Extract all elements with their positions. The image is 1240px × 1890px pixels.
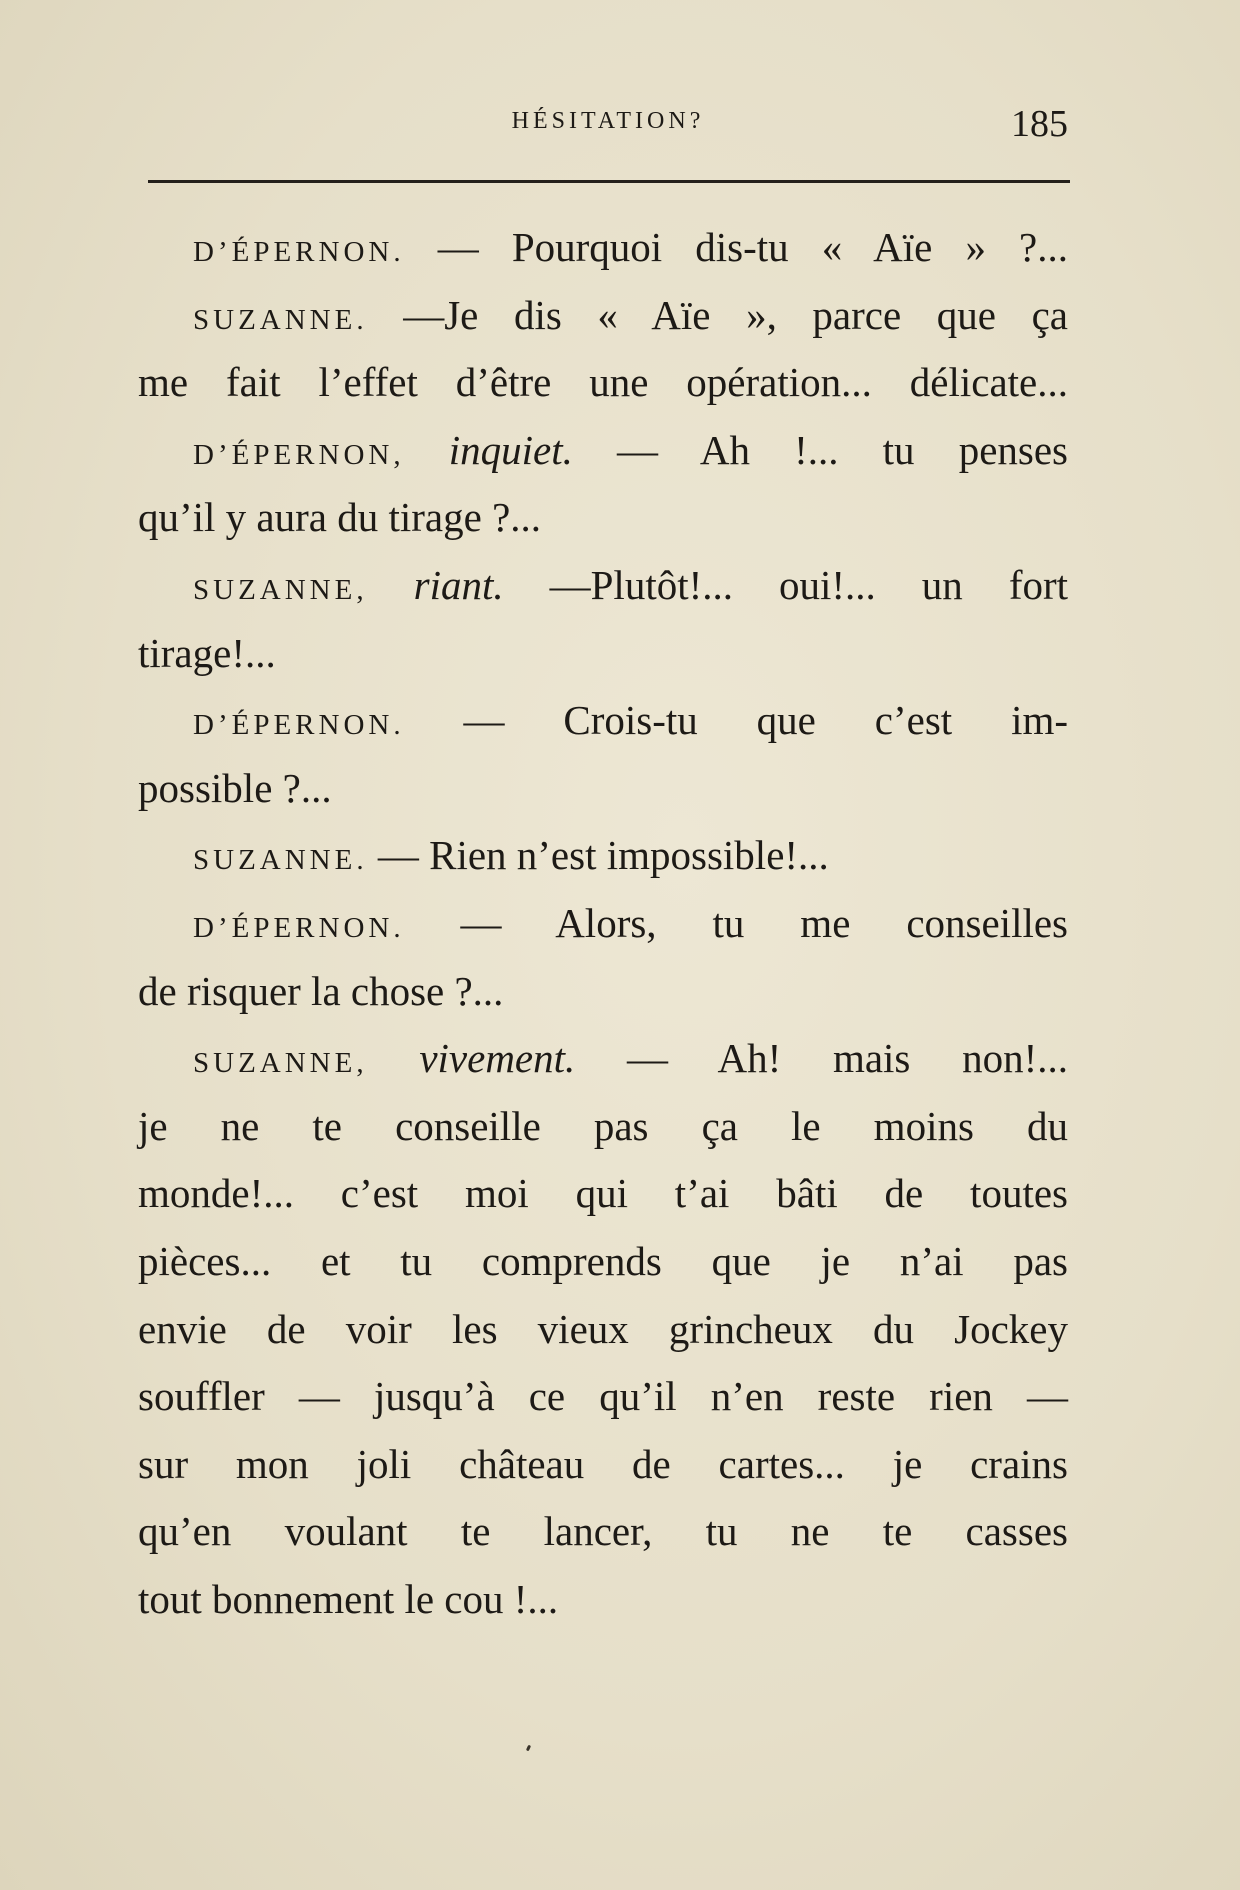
speech-text: — Crois-tu que c’est im- xyxy=(463,697,1069,744)
speaker-name: SUZANNE, xyxy=(193,1047,368,1080)
speech-line xyxy=(138,958,1068,1026)
stage-direction: vivement. xyxy=(419,1035,576,1082)
speech-line xyxy=(138,1296,1068,1364)
speaker-name: D’ÉPERNON. xyxy=(193,911,405,944)
speech-text: — Ah! mais non!... xyxy=(627,1035,1069,1082)
speaker-name: D’ÉPERNON. xyxy=(193,709,405,742)
speech-line xyxy=(138,349,1068,417)
speaker-name: D’ÉPERNON. xyxy=(193,236,405,268)
page-number: 185 xyxy=(1011,103,1068,145)
ink-speck xyxy=(526,1745,531,1752)
page-header xyxy=(148,103,1068,158)
speech-line xyxy=(138,552,1068,620)
speech-line xyxy=(138,417,1068,485)
speech-text: je ne te conseille pas ça le moins du xyxy=(138,1102,1068,1149)
dialogue-text xyxy=(138,214,1068,1633)
speech-line xyxy=(138,484,1068,552)
speech-line xyxy=(138,1363,1068,1431)
speech-text: me fait l’effet d’être une opération... délicate... xyxy=(138,359,1068,406)
speech-line xyxy=(138,755,1068,823)
speech-text: pièces... et tu comprends que je n’ai pas xyxy=(138,1237,1068,1284)
speech-line xyxy=(138,1025,1068,1093)
speech-line xyxy=(138,1093,1068,1161)
speech-line xyxy=(138,620,1068,688)
speech-line xyxy=(138,822,1068,890)
speech-line xyxy=(138,1498,1068,1566)
speech-text: possible ?... xyxy=(138,764,332,811)
speaker-name: SUZANNE. xyxy=(193,844,368,877)
speaker-name: SUZANNE. xyxy=(193,303,368,336)
speech-text: envie de voir les vieux grincheux du Jockey xyxy=(138,1305,1068,1352)
speech-line xyxy=(138,890,1068,958)
speech-text: —Plutôt!... oui!... un fort xyxy=(549,561,1069,608)
speech-text: de risquer la chose ?... xyxy=(138,967,504,1014)
speech-text: qu’il y aura du tirage ?... xyxy=(138,494,542,541)
speech-text: — Ah !... tu penses xyxy=(617,426,1068,473)
header-rule xyxy=(148,180,1070,183)
speech-text: — Rien n’est impossible!... xyxy=(377,832,829,879)
speech-text: — Pourquoi dis-tu « Aïe » ?... xyxy=(437,224,1069,270)
speech-line xyxy=(138,1566,1068,1634)
stage-direction: riant. xyxy=(413,561,504,608)
running-title: HÉSITATION? xyxy=(511,108,705,134)
speaker-name: D’ÉPERNON, xyxy=(193,438,405,471)
speech-line xyxy=(138,282,1068,350)
speech-text: tout bonnement le cou !... xyxy=(138,1575,559,1622)
speech-text: qu’en voulant te lancer, tu ne te casses xyxy=(138,1508,1068,1555)
speech-text: —Je dis « Aïe », parce que ça xyxy=(403,291,1068,338)
speech-line xyxy=(138,1160,1068,1228)
speech-text: sur mon joli château de cartes... je crains xyxy=(138,1440,1068,1487)
speech-line xyxy=(138,687,1068,755)
speech-text: souffler — jusqu’à ce qu’il n’en reste rien — xyxy=(138,1373,1068,1420)
stage-direction: inquiet. xyxy=(448,426,573,473)
speech-text: tirage!... xyxy=(138,629,276,676)
speaker-name: SUZANNE, xyxy=(193,573,368,606)
speech-text: — Alors, tu me conseilles xyxy=(460,899,1068,946)
speech-line xyxy=(138,1431,1068,1499)
speech-text: monde!... c’est moi qui t’ai bâti de toutes xyxy=(138,1170,1068,1217)
speech-line xyxy=(138,1228,1068,1296)
speech-line xyxy=(138,214,1068,282)
